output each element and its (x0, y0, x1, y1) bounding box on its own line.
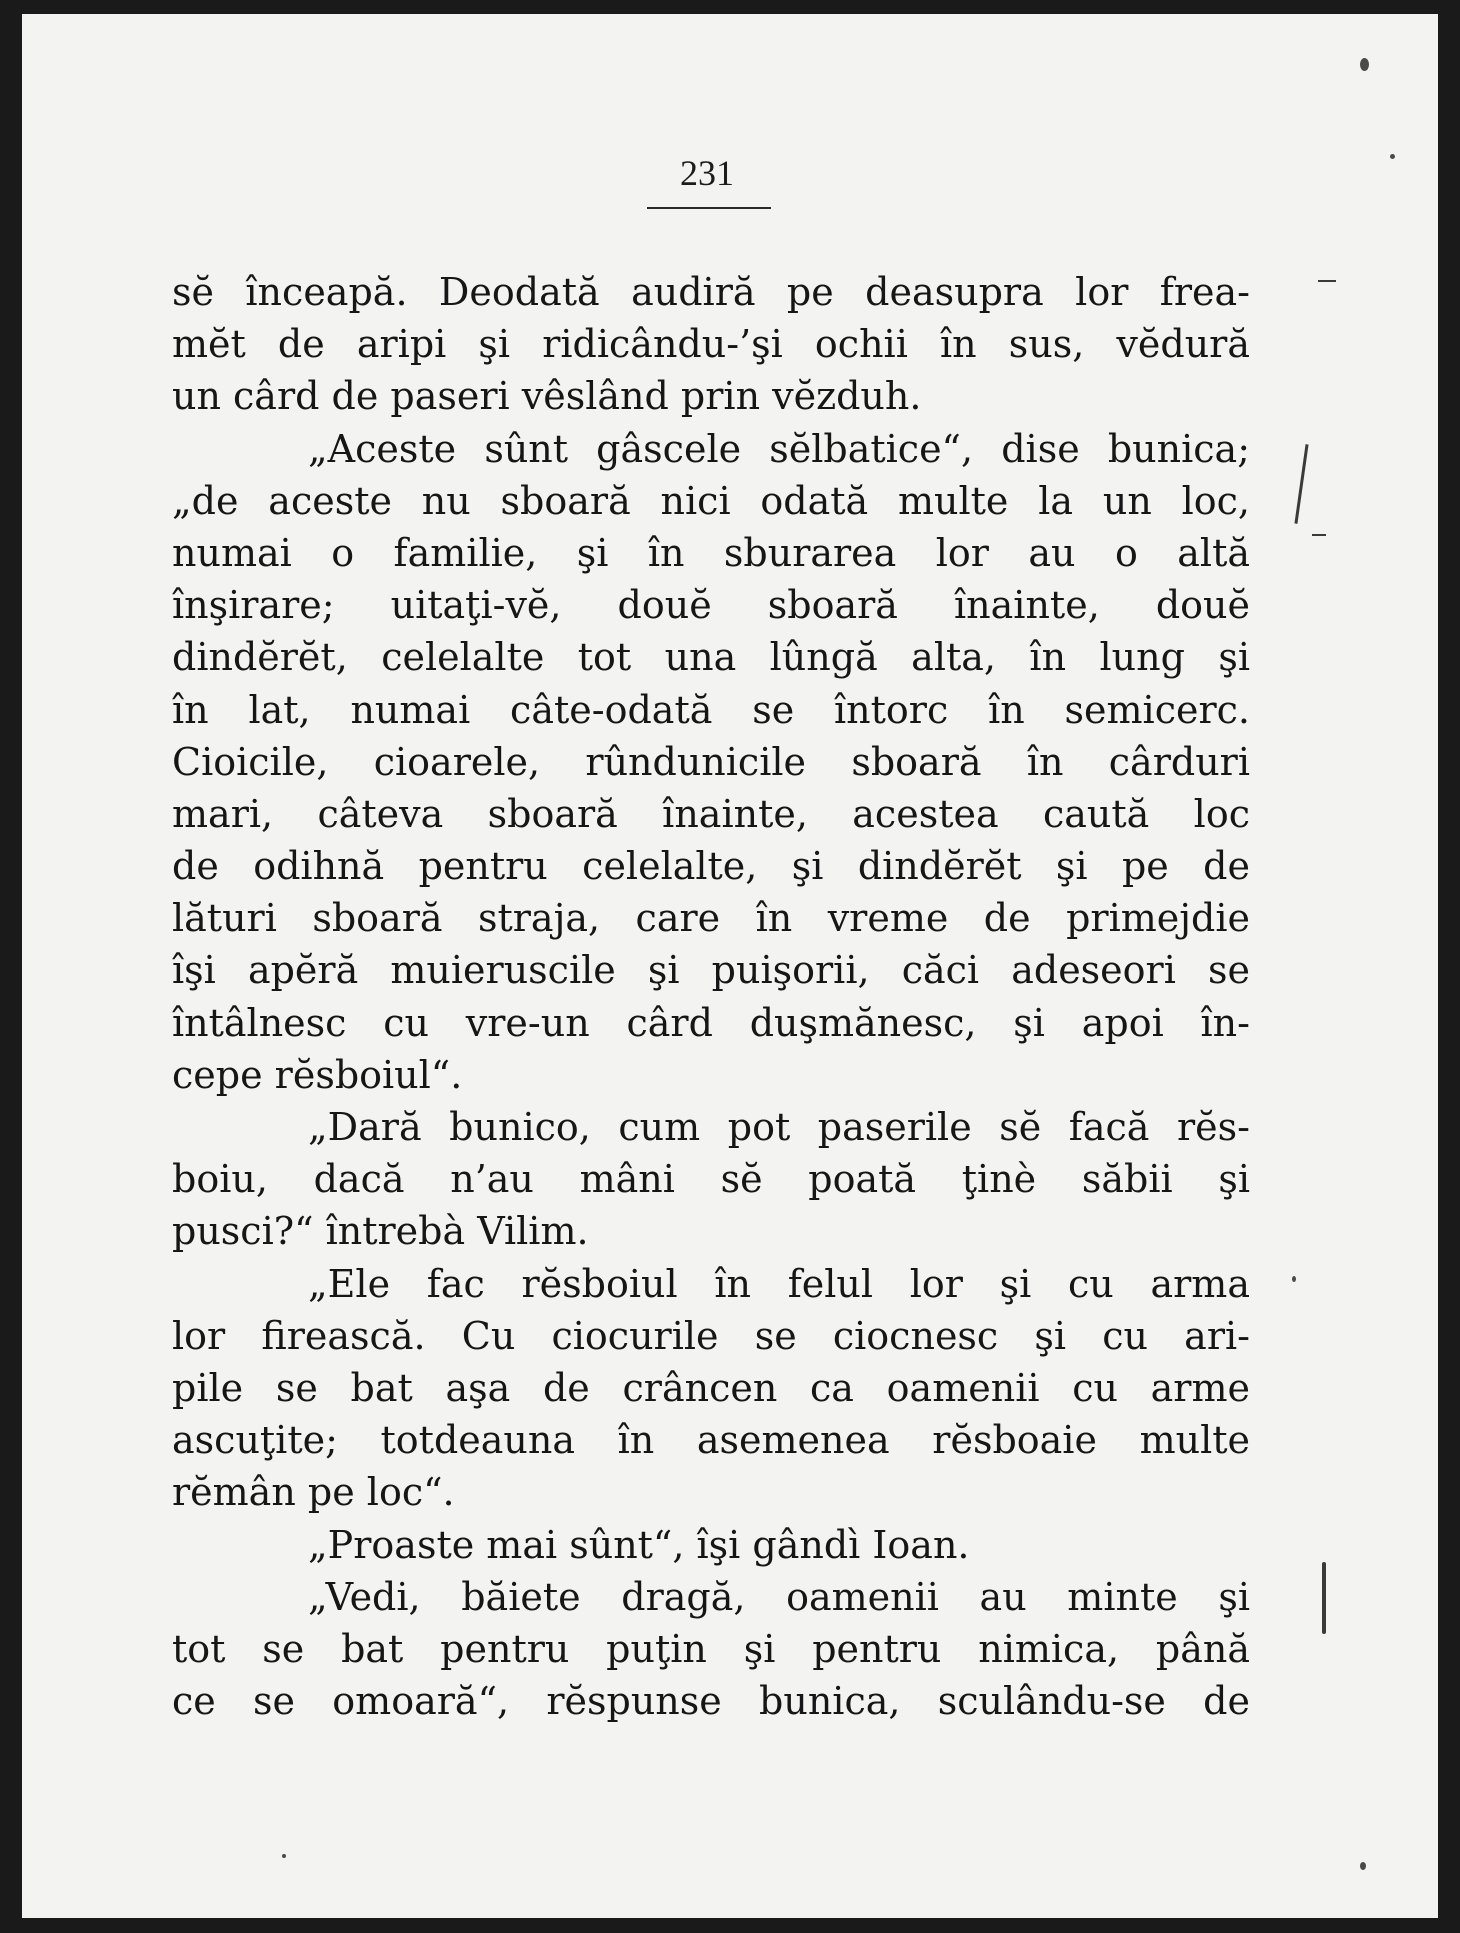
text-line: îşi apĕră muieruscile şi puişorii, căci adeseori se (172, 948, 1250, 993)
text-line: lor firească. Cu ciocurile se ciocnesc şi cu ari- (172, 1313, 1250, 1358)
scan-speck (1292, 1276, 1296, 1282)
text-line: ce se omoară“, rĕspunse bunica, sculându-se de (172, 1679, 1250, 1724)
scan-mark (1312, 534, 1326, 536)
text-line: sĕ înceapă. Deodată audiră pe deasupra lor frea- (172, 270, 1250, 314)
scan-speck (1360, 58, 1369, 71)
text-line: dindĕrĕt, celelalte tot una lûngă alta, în lung şi (172, 635, 1250, 680)
page-number-rule (647, 207, 771, 209)
scan-mark (1322, 1562, 1326, 1634)
text-line: „Proaste mai sûnt“, îşi gândì Ioan. (308, 1522, 970, 1567)
text-line: în lat, numai câte-odată se întorc în semicerc. (172, 687, 1250, 732)
text-line: întâlnesc cu vre-un cârd duşmănesc, şi apoi în- (172, 1000, 1250, 1045)
scan-speck (282, 1854, 286, 1858)
scan-mark (1318, 280, 1336, 282)
text-line: „Aceste sûnt gâscele sĕlbatice“, dise bunica; (308, 426, 1250, 471)
page-number: 231 (680, 153, 734, 193)
text-line: numai o familie, şi în sburarea lor au o altă (172, 530, 1250, 575)
text-line: boiu, dacă n’au mâni sĕ poată ţinè săbii şi (172, 1157, 1250, 1202)
scan-speck (1390, 154, 1395, 159)
text-line: mari, câteva sboară înainte, acestea caută loc (172, 791, 1250, 836)
text-line: pile se bat aşa de crâncen ca oamenii cu arme (172, 1365, 1250, 1410)
scan-mark (1294, 444, 1308, 524)
text-line: tot se bat pentru puţin şi pentru nimica, până (172, 1626, 1250, 1671)
text-line: înşirare; uitaţi-vĕ, douĕ sboară înainte, douĕ (172, 583, 1250, 628)
text-line: pusci?“ întrebà Vilim. (172, 1209, 589, 1254)
text-line: un cârd de paseri vêslând prin vĕzduh. (172, 374, 922, 419)
text-line: lături sboară straja, care în vreme de primejdie (172, 896, 1250, 941)
text-line: cepe rĕsboiul“. (172, 1052, 463, 1097)
body-text (172, 266, 1250, 1727)
text-line: „Vedi, băiete dragă, oamenii au minte şi (308, 1574, 1250, 1619)
text-line: mĕt de aripi şi ridicându-’şi ochii în sus, vĕdură (172, 322, 1250, 367)
text-line: Cioicile, cioarele, rûndunicile sboară în cârduri (172, 739, 1250, 784)
text-line: rĕmân pe loc“. (172, 1470, 455, 1515)
text-line: de odihnă pentru celelalte, şi dindĕrĕt şi pe de (172, 844, 1250, 889)
text-line: „Dară bunico, cum pot paserile sĕ facă rĕs- (308, 1105, 1250, 1149)
scan-speck (1360, 1862, 1366, 1870)
book-page (22, 14, 1438, 1918)
text-line: ascuţite; totdeauna în asemenea rĕsboaie multe (172, 1418, 1250, 1463)
text-line: „de aceste nu sboară nici odată multe la un loc, (172, 478, 1250, 523)
text-line: „Ele fac rĕsboiul în felul lor şi cu arma (308, 1261, 1250, 1306)
